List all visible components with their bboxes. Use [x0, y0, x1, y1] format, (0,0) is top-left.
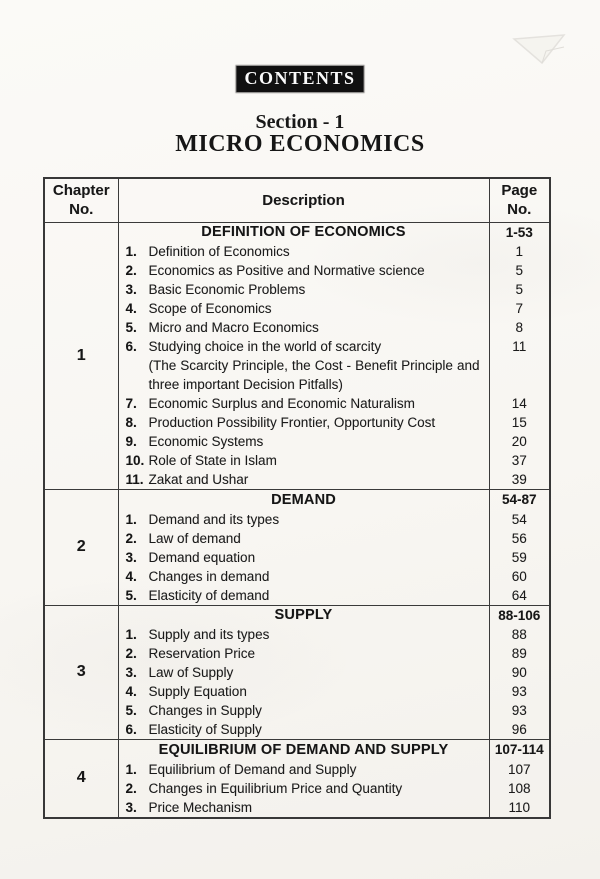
chapter-heading: DEFINITION OF ECONOMICS: [118, 222, 489, 242]
item-title: Micro and Macro Economics: [148, 320, 319, 335]
chapter-1-heading-row: [44, 222, 550, 242]
toc-item-row: [44, 663, 550, 682]
item-page: 56: [489, 529, 550, 548]
item-title: Demand equation: [148, 549, 256, 565]
item-number: 1.: [125, 511, 137, 527]
item-number: 6.: [125, 722, 137, 737]
item-title: Elasticity of Supply: [148, 722, 262, 737]
toc-item-row: [44, 701, 550, 720]
header-description: Description: [118, 178, 489, 222]
item-title: Definition of Economics: [148, 244, 290, 259]
item-title: Economic Surplus and Economic Naturalism: [148, 396, 415, 411]
toc-item-row: [44, 432, 550, 451]
page-curl-artifact: [512, 33, 570, 69]
chapter-2-heading-row: [44, 490, 550, 510]
toc-item-row: [44, 261, 550, 280]
toc-item-row: [44, 682, 550, 701]
item-page: 8: [489, 318, 550, 337]
item-title: Economics as Positive and Normative science: [148, 263, 425, 278]
toc-item-row: [44, 451, 550, 470]
item-page: 60: [489, 567, 550, 586]
item-number: 3.: [125, 799, 137, 815]
item-page: 37: [489, 451, 550, 470]
item-number: 7.: [125, 396, 137, 411]
item-number: 5.: [125, 587, 137, 603]
item-title: Law of demand: [148, 530, 241, 546]
item-page: 14: [489, 394, 550, 413]
item-page: 96: [489, 720, 550, 740]
toc-item-row: [44, 529, 550, 548]
item-page: 15: [489, 413, 550, 432]
toc-table: [43, 177, 551, 819]
item-title: Basic Economic Problems: [148, 282, 306, 297]
item-page: 110: [489, 798, 550, 818]
toc-item-row: [44, 299, 550, 318]
item-number: 11.: [125, 472, 144, 487]
toc-item-row: [44, 586, 550, 606]
toc-item-row: [44, 242, 550, 261]
toc-item-row: [44, 510, 550, 529]
item-page: 88: [489, 625, 550, 644]
toc-item-row: [44, 720, 550, 740]
chapter-page-range: 54-87: [489, 490, 550, 510]
item-page: 89: [489, 644, 550, 663]
item-page: 20: [489, 432, 550, 451]
item-page: 93: [489, 682, 550, 701]
item-number: 5.: [125, 320, 137, 335]
chapter-number: 4: [44, 740, 118, 818]
item-title: Changes in Supply: [148, 703, 262, 718]
item-page: 107: [489, 760, 550, 779]
item-title: Supply Equation: [148, 684, 247, 699]
toc-item-row: [44, 280, 550, 299]
item-page: 90: [489, 663, 550, 682]
item-number: 5.: [125, 703, 137, 718]
item-title: Zakat and Ushar: [148, 472, 249, 487]
item-title: Changes in Equilibrium Price and Quantity: [148, 780, 403, 796]
chapter-page-range: 88-106: [489, 605, 550, 625]
item-number: 2.: [125, 646, 137, 661]
item-number: 4.: [125, 684, 137, 699]
section-title: Section - 1: [255, 111, 345, 133]
item-page: 64: [489, 586, 550, 606]
item-page: 5: [489, 280, 550, 299]
contents-banner: [236, 66, 363, 92]
toc-item-row: [44, 779, 550, 798]
item-number: 2.: [125, 530, 137, 546]
header-page-no: [489, 178, 550, 222]
item-title: Demand and its types: [148, 511, 280, 527]
toc-item-row: [44, 567, 550, 586]
item-number: 10.: [125, 453, 145, 468]
chapter-number: 1: [44, 222, 118, 490]
toc-item-row: [44, 337, 550, 394]
item-title: Production Possibility Frontier, Opportunity Cost: [148, 415, 436, 430]
item-number: 6.: [125, 339, 137, 354]
item-number: 1.: [125, 761, 137, 777]
item-title: Price Mechanism: [148, 799, 253, 815]
item-title: Equilibrium of Demand and Supply: [148, 761, 357, 777]
chapter-page-range: 1-53: [489, 222, 550, 242]
toc-item-row: [44, 760, 550, 779]
item-title: Economic Systems: [148, 434, 264, 449]
contents-label: CONTENTS: [244, 68, 356, 88]
item-line: [126, 337, 481, 356]
item-page: 108: [489, 779, 550, 798]
item-page: 7: [489, 299, 550, 318]
chapter-number: 2: [44, 490, 118, 606]
chapter-page-range: 107-114: [489, 740, 550, 760]
toc-item-row: [44, 413, 550, 432]
item-page: 54: [489, 510, 550, 529]
chapter-3-heading-row: [44, 605, 550, 625]
item-page: 1: [489, 242, 550, 261]
toc-item-row: [44, 798, 550, 818]
item-title: Changes in demand: [148, 568, 270, 584]
chapter-heading: EQUILIBRIUM OF DEMAND AND SUPPLY: [118, 740, 489, 760]
item-note-line: (The Scarcity Principle, the Cost - Benefit Principle and: [148, 358, 480, 373]
item-number: 8.: [125, 415, 137, 430]
toc-item-row: [44, 470, 550, 490]
item-page: 11: [489, 337, 550, 394]
item-note-line: three important Decision Pitfalls): [148, 377, 343, 392]
item-title: Studying choice in the world of scarcity: [148, 339, 382, 354]
toc-item-row: [44, 548, 550, 567]
chapter-4-heading-row: [44, 740, 550, 760]
item-page: 39: [489, 470, 550, 490]
header-chapter-line1: Chapter: [52, 182, 110, 200]
chapter-number: 3: [44, 605, 118, 740]
header-page-line2: No.: [507, 201, 532, 219]
toc-item-row: [44, 318, 550, 337]
item-number: 3.: [125, 665, 137, 680]
item-title: Elasticity of demand: [148, 587, 270, 603]
item-number: 2.: [125, 780, 137, 796]
toc-header-row: [44, 178, 550, 222]
item-title: Role of State in Islam: [148, 453, 277, 468]
chapter-heading: DEMAND: [118, 490, 489, 510]
toc-item-row: [44, 394, 550, 413]
toc-item-row: [44, 625, 550, 644]
item-page: 5: [489, 261, 550, 280]
item-number: 3.: [125, 282, 137, 297]
chapter-heading: SUPPLY: [118, 605, 489, 625]
item-number: 1.: [125, 627, 137, 642]
item-number: 3.: [125, 549, 137, 565]
item-number: 2.: [125, 263, 137, 278]
item-number: 4.: [125, 568, 137, 584]
item-number: 9.: [125, 434, 137, 449]
item-number: 4.: [125, 301, 137, 316]
header-page-line1: Page: [501, 182, 538, 200]
item-title: Scope of Economics: [148, 301, 272, 316]
item-title: Supply and its types: [148, 627, 270, 642]
toc-item-row: [44, 644, 550, 663]
section-subtitle: MICRO ECONOMICS: [175, 131, 425, 157]
item-title: Reservation Price: [148, 646, 256, 661]
item-title: Law of Supply: [148, 665, 234, 680]
item-number: 1.: [125, 244, 137, 259]
header-chapter-line2: No.: [69, 201, 94, 219]
item-page: 59: [489, 548, 550, 567]
item-page: 93: [489, 701, 550, 720]
header-chapter-no: [44, 178, 118, 222]
